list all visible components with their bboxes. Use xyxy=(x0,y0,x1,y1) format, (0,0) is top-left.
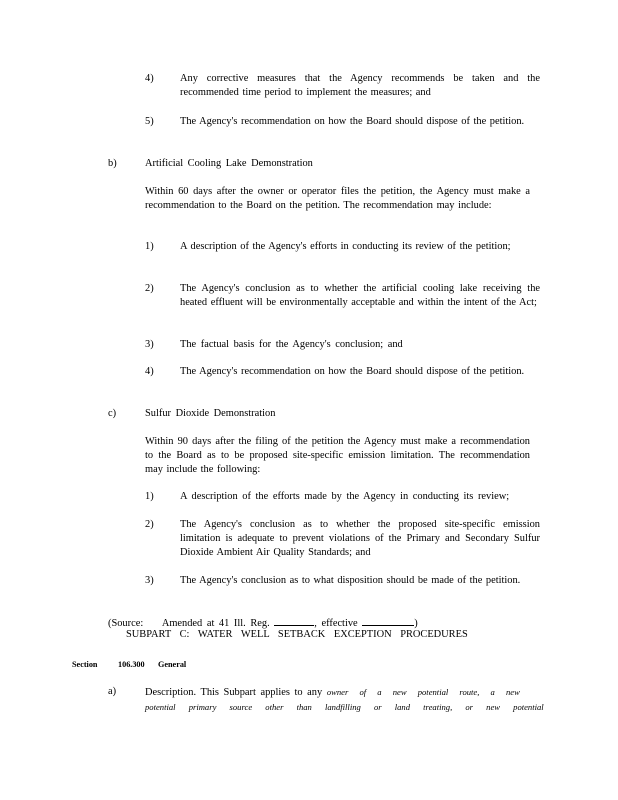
item-number: 2) xyxy=(145,519,154,530)
item-text: A description of the Agency's efforts in conducting its review of the petition; xyxy=(180,241,511,252)
item-number: 3) xyxy=(145,575,154,586)
source-amended: Amended at 41 Ill. Reg. xyxy=(161,618,270,629)
item-text: The Agency's recommendation on how the Board should dispose of the petition. xyxy=(180,116,525,127)
subsection-label: c) xyxy=(108,408,117,419)
subsection-label: b) xyxy=(108,158,117,169)
description-line-2: potential primary source other than landfilling or land treating, or new potential xyxy=(145,702,544,712)
item-number: 3) xyxy=(145,339,154,350)
item-number: 4) xyxy=(145,73,154,84)
item-number: 4) xyxy=(145,366,154,377)
source-close: ) xyxy=(414,618,418,629)
section-label: Section xyxy=(72,660,98,669)
description-label: a) xyxy=(108,686,117,697)
item-text: The Agency's conclusion as to whether the proposed site-specific emission limitation is adequate to prevent violations of the Primary and Secondary Sulfur Dioxide Ambient Air Quality Standards; and xyxy=(180,519,540,558)
item-text: A description of the efforts made by the Agency in conducting its review; xyxy=(180,491,510,502)
description-lead: Description. This Subpart applies to any xyxy=(145,687,323,698)
subsection-heading: Sulfur Dioxide Demonstration xyxy=(145,408,276,419)
item-text: The Agency's recommendation on how the Board should dispose of the petition. xyxy=(180,366,525,377)
subsection-intro: Within 60 days after the owner or operator files the petition, the Agency must make a recommendation to the Board on the petition. The recommendation may include: xyxy=(145,186,530,211)
item-number: 2) xyxy=(145,283,154,294)
item-text: The factual basis for the Agency's conclusion; and xyxy=(180,339,403,350)
subpart-title: SUBPART C: WATER WELL SETBACK EXCEPTION PROCEDURES xyxy=(126,629,468,640)
item-number: 1) xyxy=(145,241,154,252)
description-line-1 xyxy=(145,685,520,700)
source-prefix: (Source: xyxy=(108,618,144,629)
source-effective: , effective xyxy=(314,618,358,629)
item-number: 1) xyxy=(145,491,154,502)
date-blank xyxy=(362,615,414,626)
item-text: The Agency's conclusion as to whether the artificial cooling lake receiving the heated effluent will be environmentally acceptable and within the intent of the Act; xyxy=(180,283,540,308)
subsection-intro: Within 90 days after the filing of the petition the Agency must make a recommendation to the Board as to be proposed site-specific emission limitation. The recommendation may include the following: xyxy=(145,436,530,475)
item-text: Any corrective measures that the Agency recommends be taken and the recommended time period to implement the measures; and xyxy=(180,73,540,98)
item-text: The Agency's conclusion as to what disposition should be made of the petition. xyxy=(180,575,521,586)
section-number: 106.300 xyxy=(118,660,145,669)
reg-blank xyxy=(274,615,314,626)
item-number: 5) xyxy=(145,116,154,127)
subsection-heading: Artificial Cooling Lake Demonstration xyxy=(145,158,313,169)
description-rest-1: owner of a new potential route, a new xyxy=(326,687,520,697)
section-title: General xyxy=(158,660,187,669)
